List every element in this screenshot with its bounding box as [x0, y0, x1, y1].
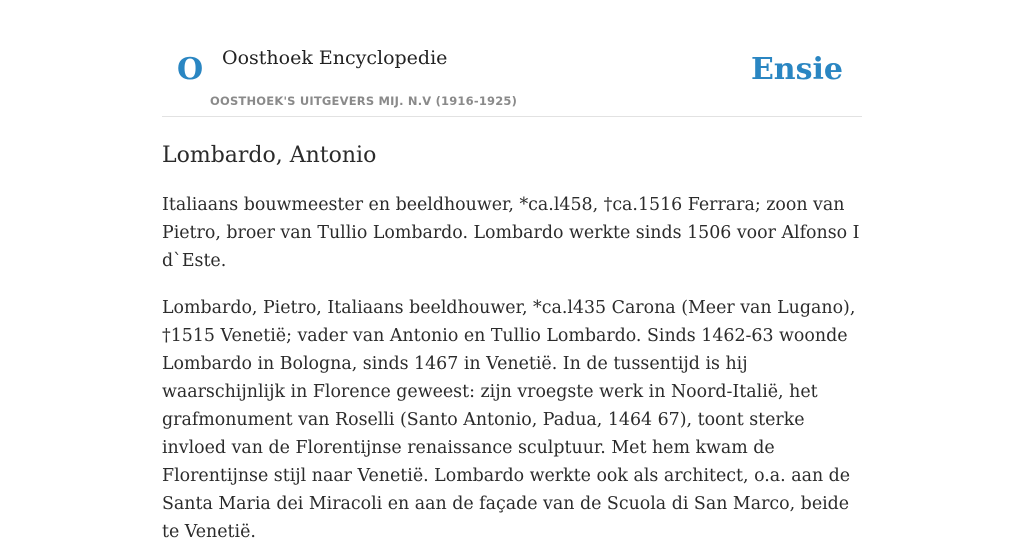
site-header: [162, 0, 862, 117]
article-paragraph: Italiaans bouwmeester en beeldhouwer, *ca.l458, †ca.1516 Ferrara; zoon van Pietro, broer van Tullio Lombardo. Lombardo werkte sinds 1506 voor Alfonso I d`Este.: [162, 195, 860, 271]
publication-title[interactable]: Oosthoek Encyclopedie: [222, 47, 448, 69]
encyclopedia-logo[interactable]: O: [177, 52, 204, 87]
ensie-brand-link[interactable]: Ensie: [750, 52, 843, 87]
article-paragraph: Lombardo, Pietro, Italiaans beeldhouwer, *ca.l435 Carona (Meer van Lugano), †1515 Venetië; vader van Antonio en Tullio Lombardo. Sinds 1462-63 woonde Lombardo in Bologna, sinds 1467 in Venetië. In de tussentijd is hij waarschijnlijk in Florence geweest: zijn vroegste werk in Noord-Italië, het grafmonument van Roselli (Santo Antonio, Padua, 1464 67), toont sterke invloed van de Florentijnse renaissance sculptuur. Met hem kwam de Florentijnse stijl naar Venetië. Lombardo werkte ook als architect, o.a. aan de Santa Maria dei Miracoli en aan de façade van de Scuola di San Marco, beide te Venetië.: [162, 298, 856, 542]
article-title: Lombardo, Antonio: [162, 143, 377, 168]
publisher-line: OOSTHOEK'S UITGEVERS MIJ. N.V (1916-1925): [210, 94, 518, 108]
page: [162, 0, 862, 546]
